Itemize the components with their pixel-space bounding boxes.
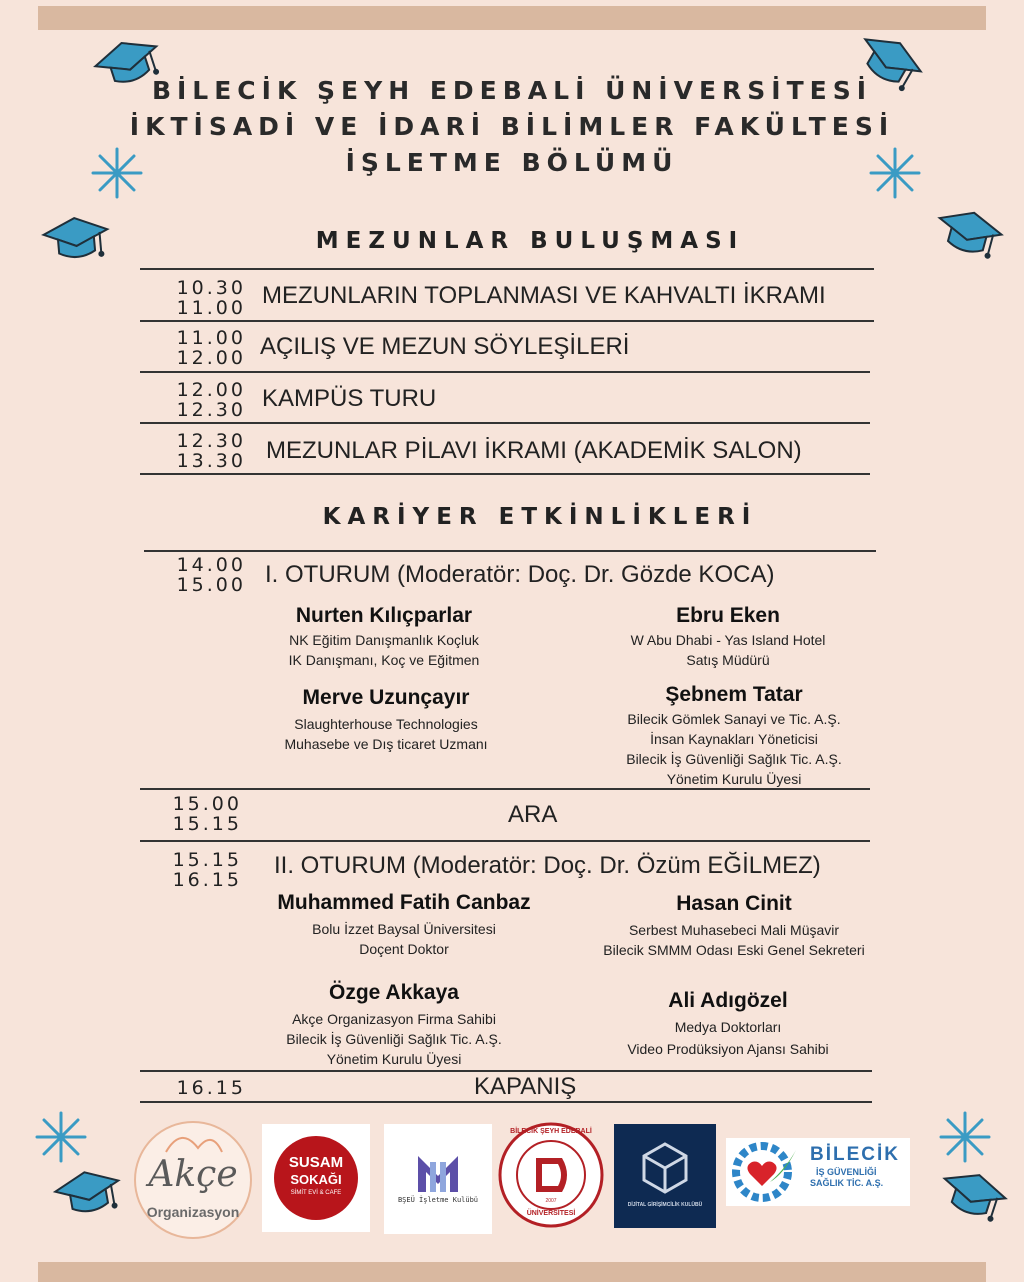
speaker-name: Özge Akkaya — [329, 981, 459, 1004]
speaker-card — [568, 604, 888, 670]
speaker-detail: IK Danışmanı, Koç ve Eğitmen — [288, 652, 480, 668]
time-start: 12.30 — [176, 430, 246, 452]
divider — [140, 1070, 872, 1072]
speaker-name: Şebnem Tatar — [665, 683, 803, 706]
club-caption: BŞEÜ İşletme Kulübü — [397, 1196, 479, 1204]
speaker-name: Ebru Eken — [676, 604, 780, 627]
activity-label: KAMPÜS TURU — [262, 385, 437, 412]
speaker-name: Muhammed Fatih Canbaz — [277, 891, 531, 914]
activity-label: MEZUNLARIN TOPLANMASI VE KAHVALTI İKRAMI — [262, 282, 826, 309]
speaker-detail: Muhasebe ve Dış ticaret Uzmanı — [284, 736, 488, 752]
speaker-detail: Doçent Doktor — [359, 941, 449, 957]
susam-line1: SUSAM — [288, 1154, 344, 1171]
session-title: I. OTURUM (Moderatör: Doç. Dr. Gözde KOCA) — [265, 561, 775, 588]
speaker-detail: Bilecik İş Güvenliği Sağlık Tic. A.Ş. — [626, 751, 842, 767]
susam-line2: SOKAĞI — [290, 1172, 342, 1187]
speaker-card — [234, 981, 554, 1069]
time-start: 11.00 — [176, 327, 246, 349]
graduation-cap-icon — [52, 1160, 124, 1226]
dijital-girisimcilik-logo — [614, 1124, 716, 1228]
speaker-name: Merve Uzunçayır — [302, 686, 470, 709]
seal-ring-top: BİLECİK ŞEYH EDEBALİ — [510, 1128, 592, 1135]
activity-label: MEZUNLAR PİLAVI İKRAMI (AKADEMİK SALON) — [266, 437, 802, 464]
divider — [140, 1101, 872, 1103]
isletme-kulubu-logo — [384, 1124, 492, 1234]
divider — [140, 473, 870, 475]
speaker-detail: Akçe Organizasyon Firma Sahibi — [292, 1011, 496, 1027]
seal-ring-bottom: ÜNİVERSİTESİ — [526, 1210, 576, 1217]
speaker-name: Hasan Cinit — [676, 892, 792, 915]
header-faculty: İKTİSADİ VE İDARİ BİLİMLER FAKÜLTESİ — [129, 112, 895, 141]
time-end: 12.00 — [176, 347, 246, 369]
speaker-detail: W Abu Dhabi - Yas Island Hotel — [630, 632, 826, 648]
sparkle-icon — [938, 1110, 992, 1164]
speaker-card — [574, 683, 894, 789]
speaker-detail: NK Eğitim Danışmanlık Koçluk — [289, 632, 479, 648]
time-start: 12.00 — [176, 379, 246, 401]
divider — [140, 371, 870, 373]
closing-label: KAPANIŞ — [474, 1073, 577, 1100]
divider — [140, 840, 870, 842]
header-department: İŞLETME BÖLÜMÜ — [345, 148, 679, 177]
speaker-detail: Bilecik SMMM Odası Eski Genel Sekreteri — [603, 942, 865, 958]
speaker-detail: Yönetim Kurulu Üyesi — [326, 1051, 462, 1067]
digital-caption: DİJİTAL GİRİŞİMCİLİK KULÜBÜ — [627, 1202, 703, 1208]
speaker-name: Nurten Kılıçparlar — [295, 604, 473, 627]
speaker-detail: Serbest Muhasebeci Mali Müşavir — [628, 922, 840, 938]
speaker-detail: Yönetim Kurulu Üyesi — [666, 771, 802, 787]
time-end: 16.15 — [172, 869, 242, 891]
time-start: 14.00 — [176, 554, 246, 576]
isg-logo — [726, 1138, 910, 1206]
divider — [140, 788, 870, 790]
bottom-band — [38, 1262, 986, 1282]
seal-year: 2007 — [545, 1198, 557, 1204]
speaker-detail: Medya Doktorları — [674, 1019, 782, 1035]
time-start: 10.30 — [176, 277, 246, 299]
time-start: 15.15 — [172, 849, 242, 871]
top-band — [38, 6, 986, 30]
sparkle-icon — [34, 1110, 88, 1164]
section-title-career: KARİYER ETKİNLİKLERİ — [322, 504, 758, 530]
speaker-card — [226, 686, 546, 754]
isg-line1: BİLECİK — [810, 1144, 900, 1165]
speaker-card — [568, 989, 888, 1059]
speaker-detail: Satış Müdürü — [686, 652, 770, 668]
susam-sokagi-logo — [262, 1124, 370, 1232]
susam-line3: SİMİT EVİ & CAFE — [290, 1190, 342, 1196]
time-end: 12.30 — [176, 399, 246, 421]
time-end: 11.00 — [176, 297, 246, 319]
speaker-detail: Bilecik İş Güvenliği Sağlık Tic. A.Ş. — [286, 1031, 502, 1047]
session-title: II. OTURUM (Moderatör: Doç. Dr. Özüm EĞİLMEZ) — [274, 852, 821, 879]
time-closing: 16.15 — [176, 1077, 246, 1099]
speaker-detail: Bolu İzzet Baysal Üniversitesi — [312, 921, 496, 937]
activity-label: AÇILIŞ VE MEZUN SÖYLEŞİLERİ — [260, 333, 630, 360]
graduation-cap-icon — [936, 1162, 1008, 1234]
speaker-card — [224, 604, 544, 670]
time-end: 13.30 — [176, 450, 246, 472]
header-university: BİLECİK ŞEYH EDEBALİ ÜNİVERSİTESİ — [151, 76, 873, 105]
time-end: 15.15 — [172, 813, 242, 835]
speaker-detail: Slaughterhouse Technologies — [294, 716, 478, 732]
divider — [140, 268, 874, 270]
divider — [140, 422, 870, 424]
akce-organizasyon-logo — [126, 1118, 260, 1242]
graduation-cap-icon — [932, 200, 1004, 272]
divider — [144, 550, 876, 552]
divider — [140, 320, 874, 322]
speaker-name: Ali Adıgözel — [668, 989, 788, 1012]
speaker-detail: İnsan Kaynakları Yöneticisi — [650, 731, 818, 747]
speaker-detail: Bilecik Gömlek Sanayi ve Tic. A.Ş. — [627, 711, 841, 727]
break-label: ARA — [508, 801, 558, 828]
section-title-alumni: MEZUNLAR BULUŞMASI — [315, 228, 745, 254]
speaker-card — [244, 891, 564, 959]
akce-word: Organizasyon — [146, 1204, 240, 1220]
graduation-cap-icon — [40, 206, 112, 272]
isg-line2: İŞ GÜVENLİĞİ — [816, 1167, 877, 1177]
time-start: 15.00 — [172, 793, 242, 815]
speaker-card — [574, 892, 894, 960]
akce-script: Akçe — [148, 1154, 238, 1195]
time-end: 15.00 — [176, 574, 246, 596]
speaker-detail: Video Prodüksiyon Ajansı Sahibi — [627, 1041, 829, 1057]
university-seal-logo — [498, 1120, 604, 1230]
isg-line3: SAĞLIK TİC. A.Ş. — [810, 1178, 884, 1188]
